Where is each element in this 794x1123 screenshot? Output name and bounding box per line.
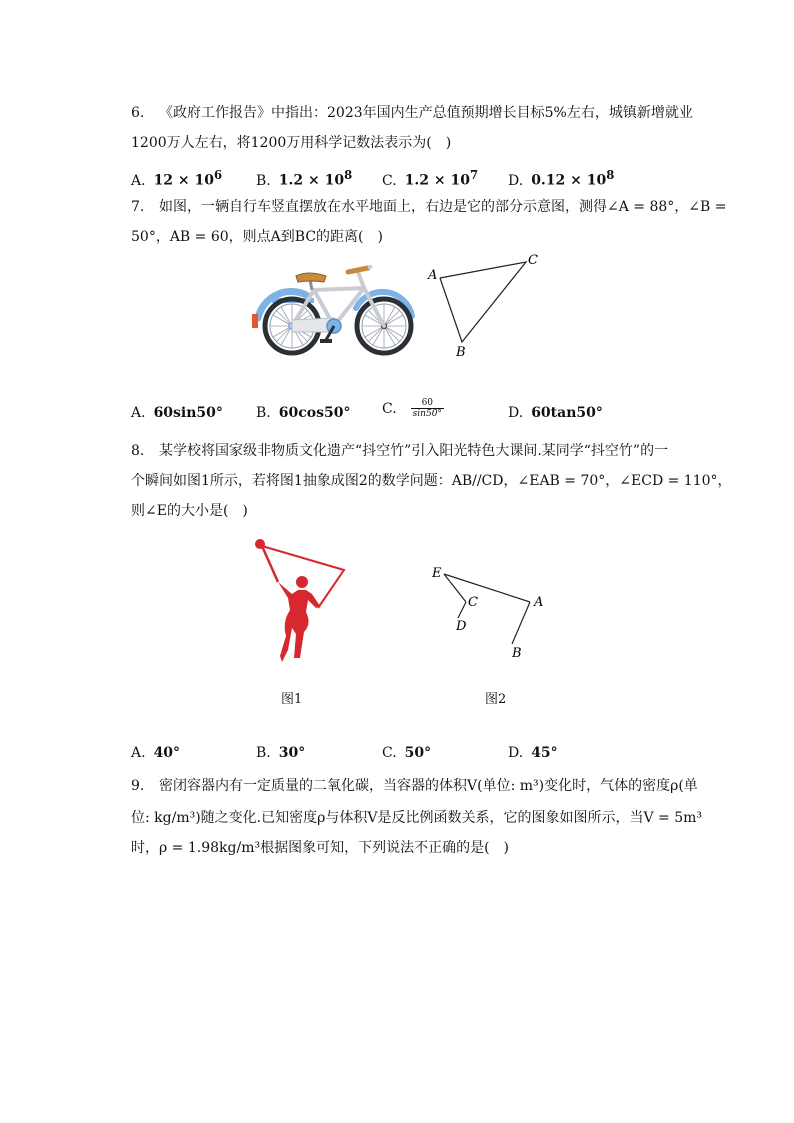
q8-line3: 则∠E的大小是( ) xyxy=(131,503,248,519)
caption-figure-2: 图2 xyxy=(485,692,507,707)
q8-line1: 8. 某学校将国家级非物质文化遗产“抖空竹”引入阳光特色大课间.某同学“抖空竹”的一 xyxy=(131,443,669,459)
rear-light xyxy=(252,314,258,328)
segment-cd xyxy=(458,602,466,618)
pedal xyxy=(320,339,332,343)
q8-option-a[interactable]: A. 40° xyxy=(131,745,181,761)
q6-line2: 1200万人左右，将1200万用科学记数法表示为( ) xyxy=(131,135,452,151)
figure-2-geometry xyxy=(428,562,548,662)
segment-ab xyxy=(512,602,530,644)
label-c-fig2: C xyxy=(468,595,478,610)
q6-option-d[interactable]: D. $0.12 \times 10^8$ xyxy=(508,168,615,189)
q7-option-a[interactable]: A. 60sin50° xyxy=(131,405,223,421)
q6-option-c[interactable]: C. $1.2 \times 10^7$ xyxy=(382,168,479,189)
q7-option-b[interactable]: B. 60cos50° xyxy=(256,405,351,421)
label-a: A xyxy=(428,268,438,283)
handlebar-grip xyxy=(348,268,368,272)
label-e: E xyxy=(432,566,442,581)
q6-option-a[interactable]: A. $12 \times 10^6$ xyxy=(131,168,223,189)
q9-line1: 9. 密闭容器内有一定质量的二氧化碳，当容器的体积V(单位: m³)变化时，气体的密度ρ(单 xyxy=(131,778,698,794)
label-b-fig2: B xyxy=(512,646,522,661)
dancer-figure xyxy=(278,576,320,662)
q8-number: 8. xyxy=(131,443,145,459)
q9-line2: 位: kg/m³)随之变化.已知密度ρ与体积V是反比例函数关系，它的图象如图所示，当V = 5m³ xyxy=(131,810,703,826)
label-d: D xyxy=(456,619,467,634)
q7-option-c[interactable]: C. $\frac{60}{\sin 50^\circ}$ xyxy=(382,398,442,419)
q7-option-c-fraction: $\frac{60}{\sin 50^\circ}$ xyxy=(412,398,442,419)
q9-line3: 时，ρ = 1.98kg/m³根据图象可知，下列说法不正确的是( ) xyxy=(131,840,510,856)
segment-ea xyxy=(444,574,530,602)
q8-option-d[interactable]: D. 45° xyxy=(508,745,558,761)
q7-line1: 7. 如图，一辆自行车竖直摆放在水平地面上，右边是它的部分示意图，测得∠A = 88°，∠B = xyxy=(131,199,727,215)
q8-option-b[interactable]: B. 30° xyxy=(256,745,306,761)
q7-number: 7. xyxy=(131,199,145,215)
diabolo-icon xyxy=(255,539,265,549)
triangle-abc-figure xyxy=(424,250,544,362)
q8-line2: 个瞬间如图1所示，若将图1抽象成图2的数学问题：AB//CD，∠EAB = 70°，∠ECD = 110°， xyxy=(131,473,732,489)
bike-seat xyxy=(296,273,326,282)
diabolo-dancer-illustration xyxy=(248,532,358,666)
q6-option-b[interactable]: B. $1.2 \times 10^8$ xyxy=(256,168,353,189)
bicycle-illustration xyxy=(252,258,418,362)
q7-line2: 50°，AB = 60，则点A到BC的距离( ) xyxy=(131,229,383,245)
q9-number: 9. xyxy=(131,778,145,794)
handlebar xyxy=(368,266,372,268)
q6-number: 6. xyxy=(131,105,145,121)
label-a-fig2: A xyxy=(534,595,544,610)
diabolo-stick-left xyxy=(262,546,278,582)
q8-option-c[interactable]: C. 50° xyxy=(382,745,432,761)
q6-line1: 6. 《政府工作报告》中指出：2023年国内生产总值预期增长目标5%左右，城镇新增就业 xyxy=(131,105,693,121)
caption-figure-1: 图1 xyxy=(281,692,303,707)
triangle-abc xyxy=(440,262,526,342)
q7-option-d[interactable]: D. 60tan50° xyxy=(508,405,603,421)
label-b: B xyxy=(456,345,466,360)
label-c: C xyxy=(528,253,538,268)
